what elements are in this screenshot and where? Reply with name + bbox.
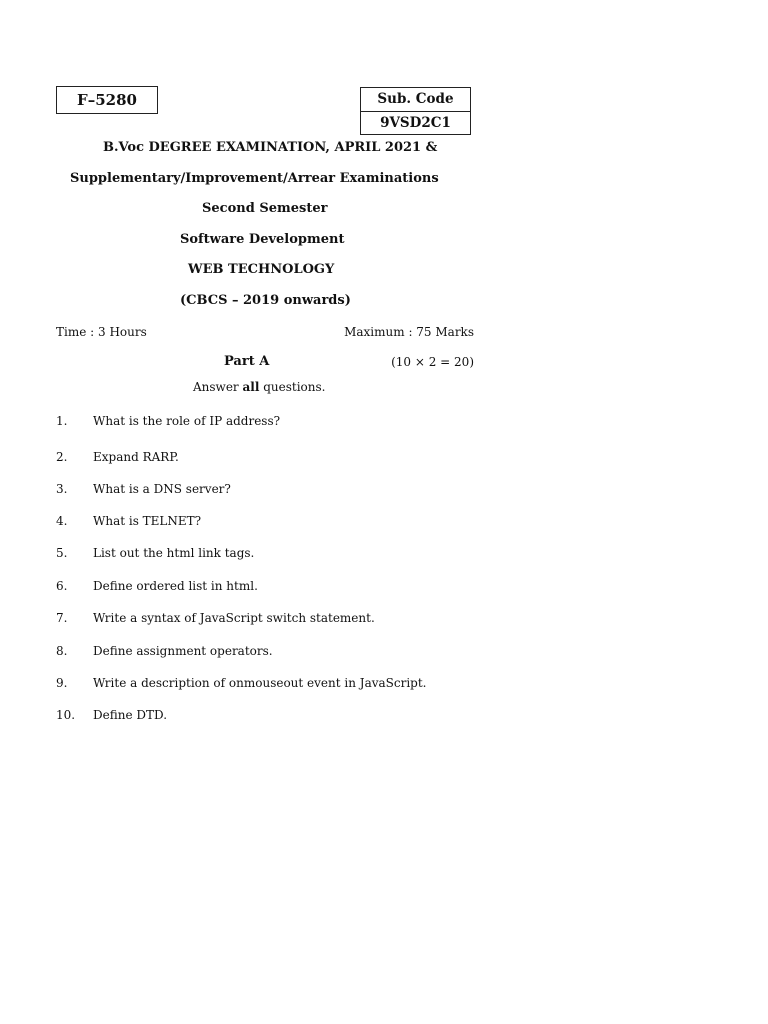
- subject: WEB TECHNOLOGY: [188, 262, 335, 277]
- question-number: 8.: [56, 644, 68, 658]
- paper-code-box: [56, 86, 158, 114]
- part-marks: (10 × 2 = 20): [391, 355, 474, 369]
- question-text: Define ordered list in html.: [93, 579, 258, 593]
- time: Time : 3 Hours: [56, 325, 147, 339]
- program: Software Development: [180, 232, 345, 247]
- question-number: 5.: [56, 546, 68, 560]
- question-number: 7.: [56, 611, 68, 625]
- instruction-emphasis: all: [242, 380, 260, 394]
- question-number: 4.: [56, 514, 68, 528]
- instruction: [193, 379, 325, 395]
- question-number: 10.: [56, 708, 76, 722]
- question-number: 6.: [56, 579, 68, 593]
- sub-code: 9VSD2C1: [380, 114, 451, 131]
- question-text: Define DTD.: [93, 708, 168, 722]
- question-text: Write a syntax of JavaScript switch statement.: [93, 611, 375, 625]
- instruction-text: questions.: [259, 380, 326, 394]
- question-text: Expand RARP.: [93, 450, 179, 464]
- question-number: 9.: [56, 676, 68, 690]
- question-text: What is TELNET?: [93, 514, 202, 528]
- sub-code-label: Sub. Code: [361, 88, 470, 112]
- question-number: 1.: [56, 414, 68, 428]
- question-text: What is a DNS server?: [93, 482, 231, 496]
- question-text: List out the html link tags.: [93, 546, 255, 560]
- scheme: (CBCS – 2019 onwards): [180, 293, 351, 308]
- question-text: Write a description of onmouseout event in JavaScript.: [93, 676, 427, 690]
- semester: Second Semester: [202, 201, 328, 216]
- sub-code-box: [360, 87, 471, 135]
- max-marks: Maximum : 75 Marks: [344, 325, 474, 339]
- instruction-text: Answer: [193, 380, 243, 394]
- question-number: 2.: [56, 450, 68, 464]
- exam-title: B.Voc DEGREE EXAMINATION, APRIL 2021 &: [103, 140, 438, 155]
- part-title: Part A: [224, 354, 270, 369]
- question-number: 3.: [56, 482, 68, 496]
- exam-subtitle: Supplementary/Improvement/Arrear Examinations: [70, 171, 439, 186]
- paper-code: F–5280: [77, 91, 137, 109]
- question-text: What is the role of IP address?: [93, 414, 281, 428]
- question-text: Define assignment operators.: [93, 644, 273, 658]
